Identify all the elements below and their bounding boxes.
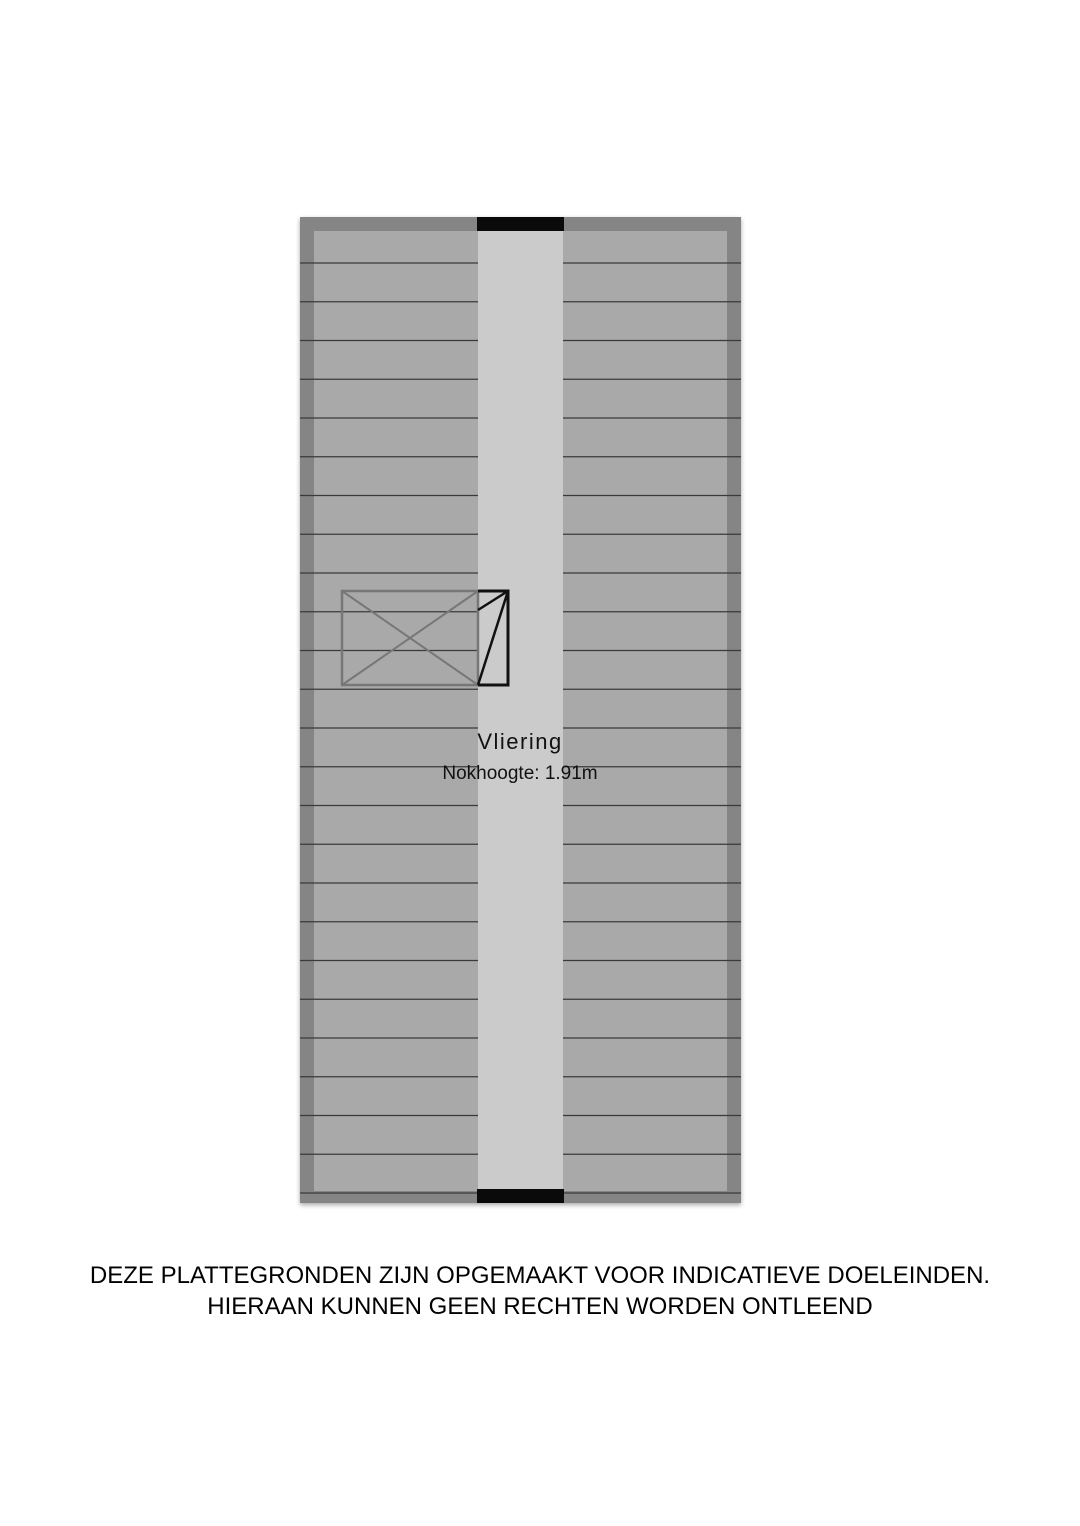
disclaimer-line-2: HIERAAN KUNNEN GEEN RECHTEN WORDEN ONTLEEND — [207, 1293, 873, 1320]
ridge-height-label: Nokhoogte: 1.91m — [442, 763, 598, 784]
window-top — [477, 217, 564, 231]
window-bottom — [477, 1189, 564, 1203]
disclaimer-line-1: DEZE PLATTEGRONDEN ZIJN OPGEMAAKT VOOR INDICATIEVE DOELEINDEN. — [89, 1262, 991, 1289]
roof-slope-left — [314, 231, 478, 1191]
ridge-floor-strip — [478, 217, 563, 1203]
room-name: Vliering — [477, 729, 563, 754]
disclaimer — [0, 1260, 1080, 1322]
roof-slope-right — [563, 231, 727, 1191]
